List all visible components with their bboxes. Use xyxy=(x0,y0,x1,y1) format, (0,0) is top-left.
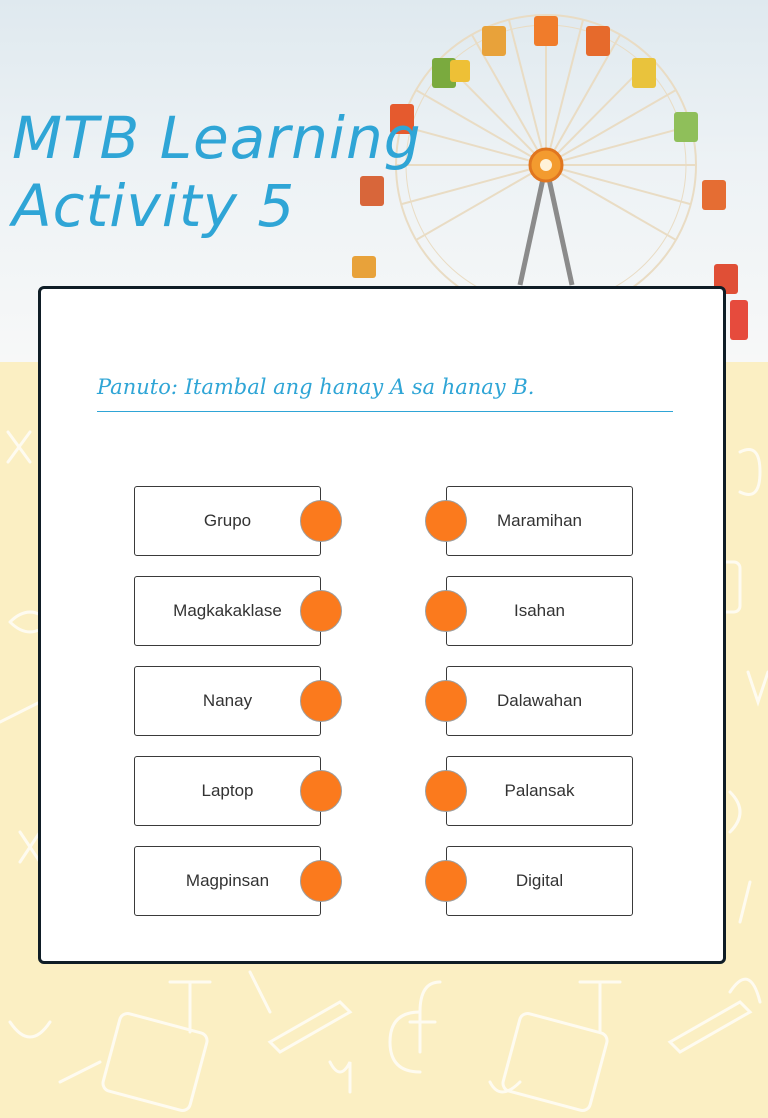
column-b-item[interactable] xyxy=(446,576,633,646)
column-a-item[interactable] xyxy=(134,576,321,646)
item-label: Magkakaklase xyxy=(173,601,282,620)
column-b xyxy=(446,486,633,936)
column-a-item[interactable] xyxy=(134,846,321,916)
column-b-item[interactable] xyxy=(446,846,633,916)
column-b-item[interactable] xyxy=(446,666,633,736)
connector-handle[interactable] xyxy=(300,680,342,722)
connector-handle[interactable] xyxy=(300,500,342,542)
item-label: Digital xyxy=(515,871,564,890)
item-label: Nanay xyxy=(202,691,253,710)
item-label: Maramihan xyxy=(496,511,583,530)
connector-handle[interactable] xyxy=(425,500,467,542)
item-label: Laptop xyxy=(201,781,254,800)
connector-handle[interactable] xyxy=(425,860,467,902)
instruction-text: Panuto: Itambal ang hanay A sa hanay B. xyxy=(97,375,673,412)
item-label: Grupo xyxy=(203,511,252,530)
column-a xyxy=(134,486,321,936)
item-label: Palansak xyxy=(504,781,575,800)
connector-handle[interactable] xyxy=(300,590,342,632)
title-line-2: Activity 5 xyxy=(12,172,296,240)
item-label: Dalawahan xyxy=(496,691,583,710)
activity-card xyxy=(38,286,726,964)
connector-handle[interactable] xyxy=(425,680,467,722)
connector-handle[interactable] xyxy=(300,770,342,812)
column-a-item[interactable] xyxy=(134,486,321,556)
item-label: Magpinsan xyxy=(185,871,270,890)
column-b-item[interactable] xyxy=(446,486,633,556)
connector-handle[interactable] xyxy=(425,770,467,812)
item-label: Isahan xyxy=(513,601,566,620)
connector-handle[interactable] xyxy=(300,860,342,902)
column-a-item[interactable] xyxy=(134,666,321,736)
title-line-1: MTB Learning xyxy=(12,104,422,172)
column-a-item[interactable] xyxy=(134,756,321,826)
column-b-item[interactable] xyxy=(446,756,633,826)
connector-handle[interactable] xyxy=(425,590,467,632)
page-title xyxy=(12,104,422,240)
